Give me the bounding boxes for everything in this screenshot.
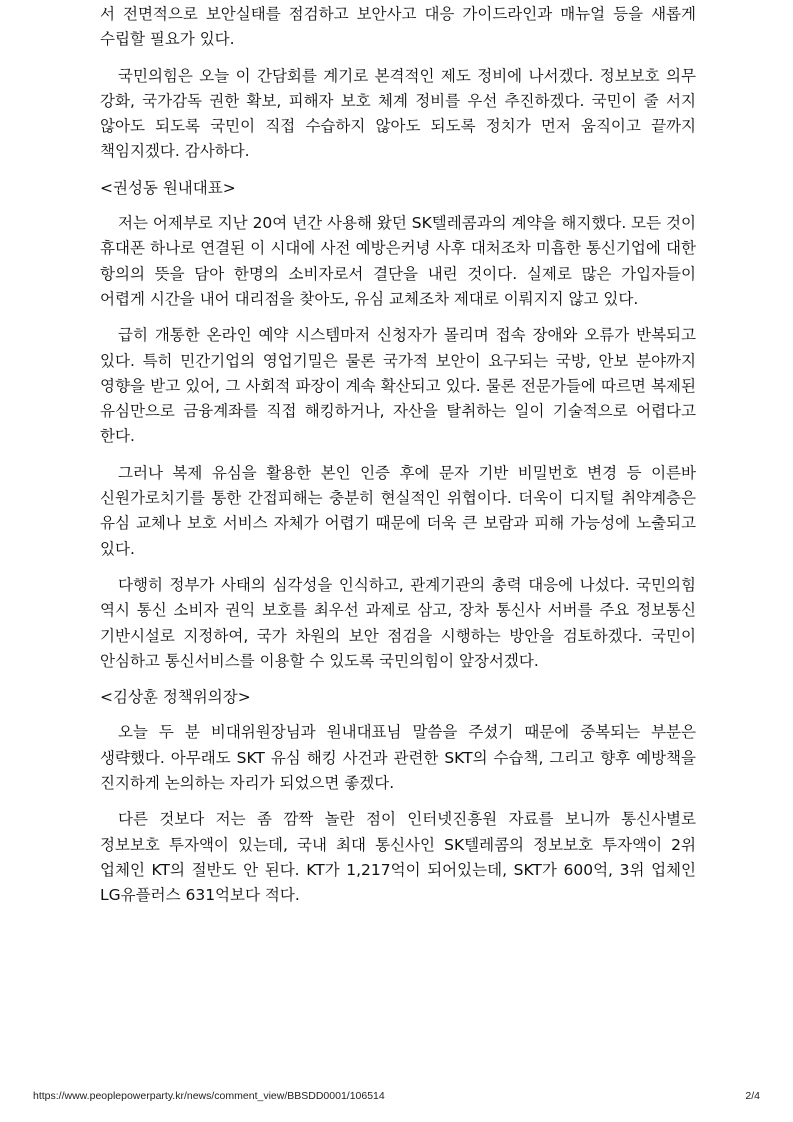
- body-paragraph: 다행히 정부가 사태의 심각성을 인식하고, 관계기관의 총력 대응에 나섰다. 국민의힘 역시 통신 소비자 권익 보호를 최우선 과제로 삼고, 장차 통신사 서버를 주요 정보통신 기반시설로 지정하여, 국가 차원의 보안 점검을 시행하는 방안을 검토하겠다. 국민이 안심하고 통신서비스를 이용할 수 있도록 국민의힘이 앞장서겠다.: [100, 575, 696, 670]
- footer-url: https://www.peoplepowerparty.kr/news/comment_view/BBSDD0001/106514: [33, 1090, 385, 1102]
- page-number: 2/4: [745, 1090, 760, 1102]
- body-paragraph: 다른 것보다 저는 좀 깜짝 놀란 점이 인터넷진흥원 자료를 보니까 통신사별로 정보보호 투자액이 있는데, 국내 최대 통신사인 SK텔레콤의 정보보호 투자액이 2위 업체인 KT의 절반도 안 된다. KT가 1,217억이 되어있는데, SKT가 600억, 3위 업체인 LG유플러스 631억보다 적다.: [100, 810, 696, 905]
- speaker-heading: <김상훈 정책위의장>: [100, 688, 251, 707]
- body-paragraph: 저는 어제부로 지난 20여 년간 사용해 왔던 SK텔레콤과의 계약을 해지했다. 모든 것이 휴대폰 하나로 연결된 이 시대에 사전 예방은커녕 사후 대처조차 미흡한 통신기업에 대한 항의의 뜻을 담아 한명의 소비자로서 결단을 내린 것이다. 실제로 많은 가입자들이 어렵게 시간을 내어 대리점을 찾아도, 유심 교체조차 제대로 이뤄지지 않고 있다.: [100, 214, 696, 308]
- document-body: [100, 0, 696, 920]
- body-paragraph: 급히 개통한 온라인 예약 시스템마저 신청자가 몰리며 접속 장애와 오류가 반복되고 있다. 특히 민간기업의 영업기밀은 물론 국가적 보안이 요구되는 국방, 안보 분야까지 영향을 받고 있어, 그 사회적 파장이 계속 확산되고 있다. 물론 전문가들에 따르면 복제된 유심만으로 금융계좌를 직접 해킹하거나, 자산을 탈취하는 일이 기술적으로 어렵다고 한다.: [100, 326, 696, 446]
- body-paragraph: 그러나 복제 유심을 활용한 본인 인증 후에 문자 기반 비밀번호 변경 등 이른바 신원가로치기를 통한 간접피해는 충분히 현실적인 위협이다. 더욱이 디지털 취약계층은 유심 교체나 보호 서비스 자체가 어렵기 때문에 더욱 큰 보람과 피해 가능성에 노출되고 있다.: [100, 463, 696, 558]
- body-paragraph: 오늘 두 분 비대위원장님과 원내대표님 말씀을 주셨기 때문에 중복되는 부분은 생략했다. 아무래도 SKT 유심 해킹 사건과 관련한 SKT의 수습책, 그리고 향후 예방책을 진지하게 논의하는 자리가 되었으면 좋겠다.: [100, 723, 696, 793]
- speaker-heading: <권성동 원내대표>: [100, 178, 236, 197]
- body-paragraph: 국민의힘은 오늘 이 간담회를 계기로 본격적인 제도 정비에 나서겠다. 정보보호 의무 강화, 국가감독 권한 확보, 피해자 보호 체계 정비를 우선 추진하겠다. 국민이 줄 서지 않아도 되도록 국민이 직접 수습하지 않아도 되도록 정치가 먼저 움직이고 끝까지 책임지겠다. 감사하다.: [100, 66, 696, 161]
- body-paragraph: 서 전면적으로 보안실태를 점검하고 보안사고 대응 가이드라인과 매뉴얼 등을 새롭게 수립할 필요가 있다.: [100, 5, 696, 49]
- page-footer: [33, 1090, 760, 1102]
